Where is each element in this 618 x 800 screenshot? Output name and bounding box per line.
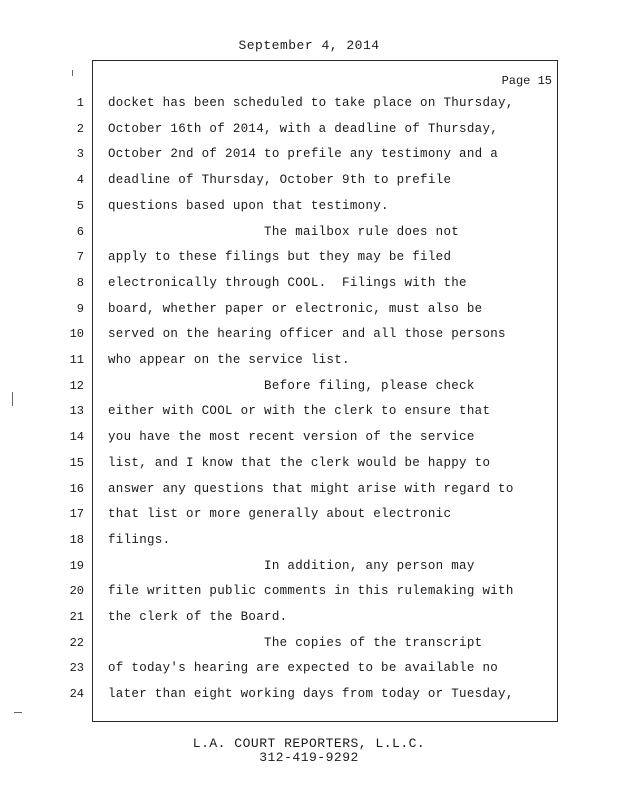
line-number: 6 (76, 225, 84, 239)
line-number: 21 (69, 610, 84, 624)
line-number: 2 (76, 122, 84, 136)
line-number: 10 (69, 327, 84, 341)
transcript-line-text: Before filing, please check (108, 379, 475, 393)
line-number: 22 (69, 636, 84, 650)
transcript-line-text: board, whether paper or electronic, must also be (108, 302, 483, 316)
line-number: 18 (69, 533, 84, 547)
page-header-date: September 4, 2014 (238, 38, 380, 53)
transcript-line-text: electronically through COOL. Filings with the (108, 276, 467, 290)
transcript-line-text: of today's hearing are expected to be available no (108, 661, 499, 675)
line-number: 11 (69, 353, 84, 367)
page-number-label: Page 15 (501, 74, 552, 88)
transcript-line-text: that list or more generally about electronic (108, 507, 452, 521)
line-number: 16 (69, 482, 84, 496)
transcript-line-text: questions based upon that testimony. (108, 199, 389, 213)
footer-company-name: L.A. COURT REPORTERS, L.L.C. (192, 736, 426, 751)
transcript-line-text: either with COOL or with the clerk to ensure that (108, 404, 491, 418)
margin-tick-mark (12, 392, 13, 406)
transcript-line-text: the clerk of the Board. (108, 610, 288, 624)
transcript-line-text: In addition, any person may (108, 559, 475, 573)
line-number: 15 (69, 456, 84, 470)
line-number: 14 (69, 430, 84, 444)
transcript-line-text: The copies of the transcript (108, 636, 483, 650)
transcript-line-text: you have the most recent version of the service (108, 430, 475, 444)
transcript-line-text: October 16th of 2014, with a deadline of Thursday, (108, 122, 499, 136)
transcript-line-text: The mailbox rule does not (108, 225, 460, 239)
line-number: 19 (69, 559, 84, 573)
line-number: 23 (69, 661, 84, 675)
transcript-line-text: later than eight working days from today or Tuesday, (108, 687, 514, 701)
line-number: 1 (76, 96, 84, 110)
line-number: 13 (69, 404, 84, 418)
transcript-line-text: filings. (108, 533, 171, 547)
transcript-line-text: docket has been scheduled to take place on Thursday, (108, 96, 514, 110)
line-number: 4 (76, 173, 84, 187)
line-number: 12 (69, 379, 84, 393)
transcript-line-text: served on the hearing officer and all those persons (108, 327, 506, 341)
line-number: 9 (76, 302, 84, 316)
margin-tick-mark (14, 712, 22, 713)
line-number: 24 (69, 687, 84, 701)
transcript-line-text: who appear on the service list. (108, 353, 350, 367)
footer-phone-number: 312-419-9292 (259, 750, 359, 765)
transcript-line-text: answer any questions that might arise with regard to (108, 482, 514, 496)
transcript-line-text: list, and I know that the clerk would be happy to (108, 456, 491, 470)
transcript-line-text: apply to these filings but they may be filed (108, 250, 452, 264)
line-number: 8 (76, 276, 84, 290)
margin-tick-mark (72, 70, 73, 76)
transcript-line-text: October 2nd of 2014 to prefile any testimony and a (108, 147, 499, 161)
line-number: 5 (76, 199, 84, 213)
line-number: 20 (69, 584, 84, 598)
line-number: 3 (76, 147, 84, 161)
line-number: 17 (69, 507, 84, 521)
line-number: 7 (76, 250, 84, 264)
transcript-line-text: deadline of Thursday, October 9th to prefile (108, 173, 452, 187)
transcript-line-text: file written public comments in this rulemaking with (108, 584, 514, 598)
